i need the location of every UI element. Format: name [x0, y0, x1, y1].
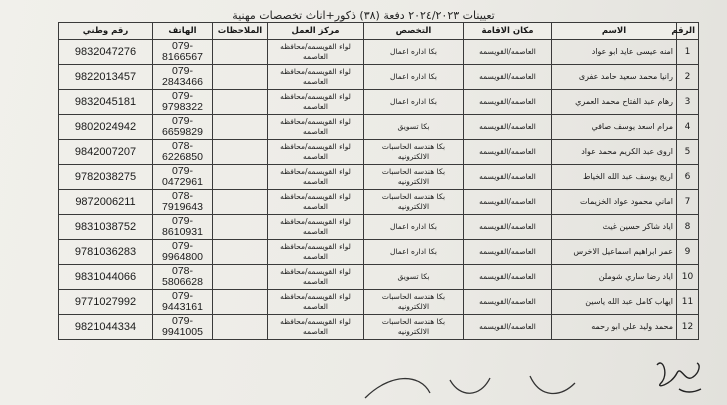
table-row — [59, 290, 699, 315]
cell-name: اياد شاكر حسين غيث — [552, 215, 677, 240]
cell-national-id: 9832047276 — [59, 40, 153, 65]
cell-name: اماني محمود عواد الخزيمات — [552, 190, 677, 215]
cell-residence: العاصمه/القويسمه — [464, 315, 552, 340]
cell-workplace: لواء القويسمه/محافظه العاصمه — [268, 215, 364, 240]
cell-phone: 079-9443161 — [153, 290, 213, 315]
cell-workplace: لواء القويسمه/محافظه العاصمه — [268, 265, 364, 290]
cell-specialty: بكا هندسه الحاسبات الالكترونيه — [364, 190, 464, 215]
cell-national-id: 9822013457 — [59, 65, 153, 90]
cell-index: 7 — [677, 190, 699, 215]
cell-notes — [213, 115, 268, 140]
cell-notes — [213, 265, 268, 290]
table-row — [59, 215, 699, 240]
table-row — [59, 40, 699, 65]
cell-national-id: 9832045181 — [59, 90, 153, 115]
cell-phone: 078-7919643 — [153, 190, 213, 215]
cell-specialty: بكا هندسه الحاسبات الالكترونيه — [364, 165, 464, 190]
header-phone: الهاتف — [153, 23, 213, 40]
cell-specialty: بكا اداره اعمال — [364, 90, 464, 115]
cell-phone: 078-6226850 — [153, 140, 213, 165]
cell-national-id: 9842007207 — [59, 140, 153, 165]
header-notes: الملاحظات — [213, 23, 268, 40]
cell-workplace: لواء القويسمه/محافظه العاصمه — [268, 65, 364, 90]
cell-index: 6 — [677, 165, 699, 190]
cell-residence: العاصمه/القويسمه — [464, 190, 552, 215]
cell-workplace: لواء القويسمه/محافظه العاصمه — [268, 165, 364, 190]
cell-index: 9 — [677, 240, 699, 265]
header-index: الرقم — [677, 23, 699, 40]
cell-index: 4 — [677, 115, 699, 140]
cell-specialty: بكا اداره اعمال — [364, 240, 464, 265]
cell-national-id: 9802024942 — [59, 115, 153, 140]
document-title: تعيينات ٢٠٢٤/٢٠٢٣ دفعة (٣٨) ذكور+اناث تخصصات مهنية — [232, 9, 495, 22]
cell-name: ايهاب كامل عبد الله ياسين — [552, 290, 677, 315]
cell-national-id: 9872006211 — [59, 190, 153, 215]
header-national-id: رقم وطني — [59, 23, 153, 40]
header-workplace: مركز العمل — [268, 23, 364, 40]
appointments-table — [58, 22, 699, 340]
cell-phone: 079-0472961 — [153, 165, 213, 190]
cell-name: عمر ابراهيم اسماعيل الاخرس — [552, 240, 677, 265]
cell-notes — [213, 215, 268, 240]
cell-name: رهام عبد الفتاح محمد العمري — [552, 90, 677, 115]
cell-phone: 079-8166567 — [153, 40, 213, 65]
cell-notes — [213, 190, 268, 215]
cell-specialty: بكا هندسه الحاسبات الالكترونيه — [364, 140, 464, 165]
cell-index: 11 — [677, 290, 699, 315]
cell-workplace: لواء القويسمه/محافظه العاصمه — [268, 190, 364, 215]
cell-workplace: لواء القويسمه/محافظه العاصمه — [268, 240, 364, 265]
cell-national-id: 9821044334 — [59, 315, 153, 340]
cell-notes — [213, 290, 268, 315]
cell-index: 10 — [677, 265, 699, 290]
cell-national-id: 9831044066 — [59, 265, 153, 290]
cell-residence: العاصمه/القويسمه — [464, 240, 552, 265]
cell-residence: العاصمه/القويسمه — [464, 290, 552, 315]
cell-residence: العاصمه/القويسمه — [464, 140, 552, 165]
cell-index: 5 — [677, 140, 699, 165]
cell-phone: 079-9941005 — [153, 315, 213, 340]
cell-notes — [213, 90, 268, 115]
cell-index: 12 — [677, 315, 699, 340]
cell-workplace: لواء القويسمه/محافظه العاصمه — [268, 315, 364, 340]
cell-name: رانيا محمد سعيد حامد عفرى — [552, 65, 677, 90]
cell-specialty: بكا اداره اعمال — [364, 65, 464, 90]
cell-phone: 079-6659829 — [153, 115, 213, 140]
cell-workplace: لواء القويسمه/محافظه العاصمه — [268, 115, 364, 140]
cell-name: محمد وليد علي ابو رحمه — [552, 315, 677, 340]
cell-residence: العاصمه/القويسمه — [464, 115, 552, 140]
cell-index: 8 — [677, 215, 699, 240]
cell-residence: العاصمه/القويسمه — [464, 215, 552, 240]
cell-national-id: 9781036283 — [59, 240, 153, 265]
cell-notes — [213, 40, 268, 65]
cell-notes — [213, 140, 268, 165]
cell-residence: العاصمه/القويسمه — [464, 165, 552, 190]
cell-name: مرام اسعد يوسف صافي — [552, 115, 677, 140]
cell-specialty: بكا هندسه الحاسبات الالكترونيه — [364, 315, 464, 340]
table-row — [59, 165, 699, 190]
cell-name: اروى عبد الكريم محمد عواد — [552, 140, 677, 165]
cell-residence: العاصمه/القويسمه — [464, 40, 552, 65]
cell-residence: العاصمه/القويسمه — [464, 90, 552, 115]
cell-national-id: 9771027992 — [59, 290, 153, 315]
cell-specialty: بكا تسويق — [364, 265, 464, 290]
cell-index: 2 — [677, 65, 699, 90]
table-row — [59, 265, 699, 290]
cell-notes — [213, 165, 268, 190]
cell-phone: 079-9964800 — [153, 240, 213, 265]
cell-phone: 079-9798322 — [153, 90, 213, 115]
header-residence: مكان الاقامة — [464, 23, 552, 40]
table-header-row — [59, 23, 699, 40]
cell-residence: العاصمه/القويسمه — [464, 265, 552, 290]
cell-index: 1 — [677, 40, 699, 65]
cell-name: امنه عيسى عايد ابو عواد — [552, 40, 677, 65]
cell-specialty: بكا هندسه الحاسبات الالكترونيه — [364, 290, 464, 315]
cell-specialty: بكا اداره اعمال — [364, 215, 464, 240]
cell-phone: 079-2843466 — [153, 65, 213, 90]
cell-name: اياد رضا ساري شوملن — [552, 265, 677, 290]
table-row — [59, 65, 699, 90]
header-name: الاسم — [552, 23, 677, 40]
cell-workplace: لواء القويسمه/محافظه العاصمه — [268, 40, 364, 65]
table-row — [59, 140, 699, 165]
cell-national-id: 9782038275 — [59, 165, 153, 190]
cell-residence: العاصمه/القويسمه — [464, 65, 552, 90]
cell-notes — [213, 65, 268, 90]
signature-mark — [649, 355, 709, 400]
cell-workplace: لواء القويسمه/محافظه العاصمه — [268, 90, 364, 115]
table-row — [59, 190, 699, 215]
table-row — [59, 115, 699, 140]
cell-notes — [213, 315, 268, 340]
cell-workplace: لواء القويسمه/محافظه العاصمه — [268, 290, 364, 315]
cell-notes — [213, 240, 268, 265]
cell-workplace: لواء القويسمه/محافظه العاصمه — [268, 140, 364, 165]
table-row — [59, 240, 699, 265]
cell-phone: 079-8610931 — [153, 215, 213, 240]
pen-stroke-mark — [360, 368, 580, 405]
cell-specialty: بكا تسويق — [364, 115, 464, 140]
cell-name: اريج يوسف عبد الله الخياط — [552, 165, 677, 190]
cell-national-id: 9831038752 — [59, 215, 153, 240]
cell-specialty: بكا اداره اعمال — [364, 40, 464, 65]
header-specialty: التخصص — [364, 23, 464, 40]
table-row — [59, 315, 699, 340]
cell-phone: 078-5806628 — [153, 265, 213, 290]
cell-index: 3 — [677, 90, 699, 115]
table-row — [59, 90, 699, 115]
